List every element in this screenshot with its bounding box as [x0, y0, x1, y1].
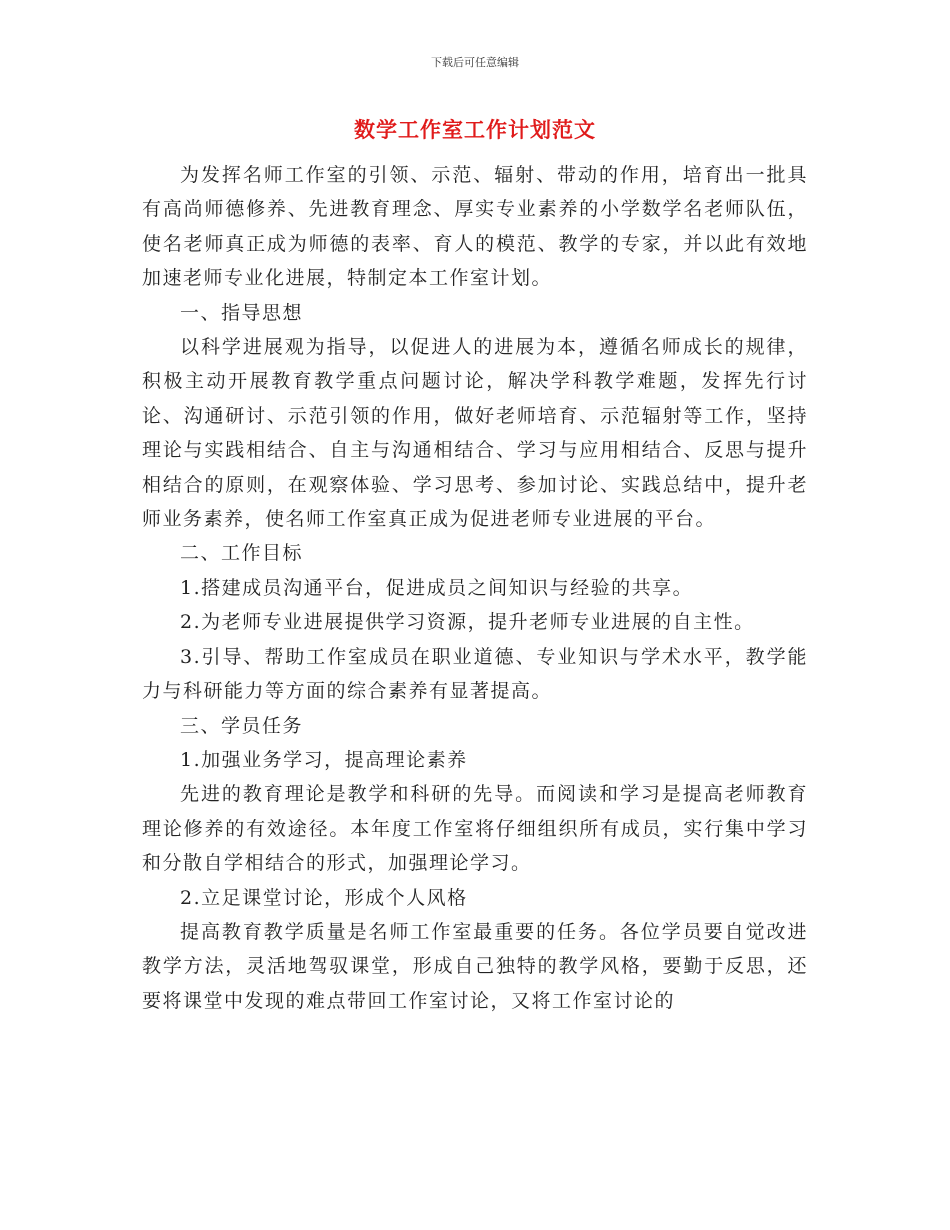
task-heading-2: 2.立足课堂讨论，形成个人风格 [180, 886, 468, 909]
task-paragraph-2: 提高教育教学质量是名师工作室最重要的任务。各位学员要自觉改进教学方法，灵活地驾驭课堂，形成自己独特的教学风格，要勤于反思，还要将课堂中发现的难点带回工作室讨论，又将工作室讨论的 [142, 920, 808, 1012]
document-body [142, 158, 808, 1018]
task-paragraph-1: 先进的教育理论是教学和科研的先导。而阅读和学习是提高老师教育理论修养的有效途径。本年度工作室将仔细组织所有成员，实行集中学习和分散自学相结合的形式，加强理论学习。 [142, 783, 808, 875]
header-note: 下载后可任意编辑 [431, 56, 519, 69]
goal-item-2: 2.为老师专业进展提供学习资源，提升老师专业进展的自主性。 [180, 611, 755, 634]
goal-item-3: 3.引导、帮助工作室成员在职业道德、专业知识与学术水平，教学能力与科研能力等方面的综合素养有显著提高。 [142, 645, 808, 703]
section-heading-guiding-ideology: 一、指导思想 [180, 301, 304, 324]
guiding-ideology-paragraph: 以科学进展观为指导，以促进人的进展为本，遵循名师成长的规律，积极主动开展教育教学重点问题讨论，解决学科教学难题，发挥先行讨论、沟通研讨、示范引领的作用，做好老师培育、示范辐射等工作，坚持理论与实践相结合、自主与沟通相结合、学习与应用相结合、反思与提升相结合的原则，在观察体验、学习思考、参加讨论、实践总结中，提升老师业务素养，使名师工作室真正成为促进老师专业进展的平台。 [142, 336, 808, 531]
intro-paragraph: 为发挥名师工作室的引领、示范、辐射、带动的作用，培育出一批具有高尚师德修养、先进教育理念、厚实专业素养的小学数学名老师队伍，使名老师真正成为师德的表率、育人的模范、教学的专家，并以此有效地加速老师专业化进展，特制定本工作室计划。 [142, 164, 808, 290]
goal-item-1: 1.搭建成员沟通平台，促进成员之间知识与经验的共享。 [180, 576, 694, 599]
section-heading-trainee-tasks: 三、学员任务 [180, 714, 304, 737]
task-heading-1: 1.加强业务学习，提高理论素养 [180, 748, 468, 771]
section-heading-work-goals: 二、工作目标 [180, 542, 304, 565]
document-title: 数学工作室工作计划范文 [354, 117, 596, 142]
